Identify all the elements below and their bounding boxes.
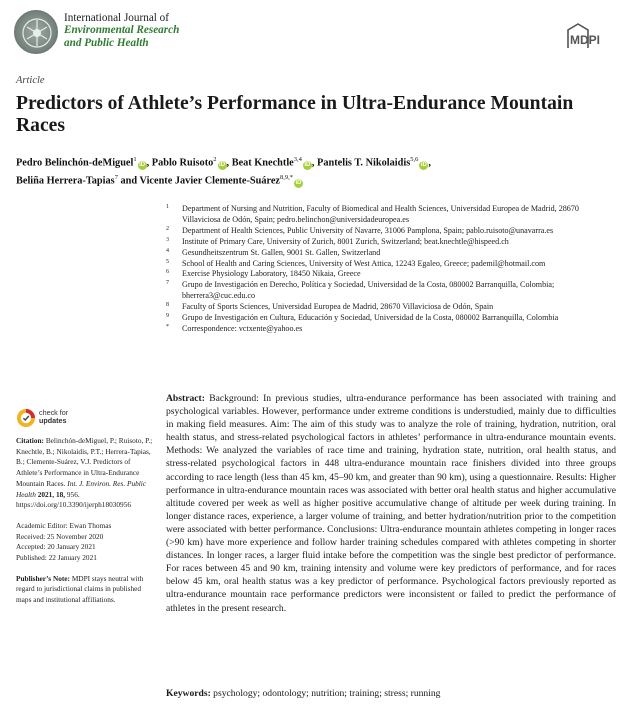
article-title: Predictors of Athlete’s Performance in Ultra-Endurance Mountain Races [16, 93, 574, 136]
affiliation-item [166, 226, 616, 237]
journal-header [14, 10, 614, 60]
check-updates-label [39, 409, 68, 426]
affiliation-text: Grupo de Investigación en Cultura, Educación y Sociedad, Universidad de la Costa, 080002 Barranquilla, Colombia [182, 313, 559, 323]
article-type: Article [16, 75, 45, 86]
author-affiliation-ref: 7 [114, 174, 118, 182]
author-affiliation-ref: 3,4 [293, 156, 302, 163]
affiliation-item [166, 259, 616, 270]
citation-label: Citation: [16, 436, 44, 445]
orcid-icon[interactable]: iD [295, 180, 302, 187]
affiliation-number: 1 [166, 204, 169, 210]
check-for-updates-button[interactable] [16, 408, 76, 428]
author-name[interactable]: Beat Knechtle [231, 157, 294, 169]
author-line-2 [16, 171, 616, 189]
affiliation-text: Grupo de Investigación en Derecho, Política y Sociedad, Universidad de la Costa, 080002 Barranquilla, Colombia; bherrera3@cuc.edu.co [182, 280, 555, 301]
author-separator: and [117, 175, 140, 187]
mdpi-logo [566, 22, 614, 50]
affiliation-item [166, 204, 616, 226]
check-updates-icon [16, 408, 36, 428]
journal-logo-icon [14, 10, 58, 54]
affiliation-text: Department of Nursing and Nutrition, Faculty of Biomedical and Health Sciences, Universidad Europea de Madrid, 28670 Villaviciosa de Odón, Spain; pedro.belinchon@universidadeuropea.es [182, 204, 579, 224]
keywords-label: Keywords: [166, 688, 211, 699]
author-name[interactable]: Pedro Belinchón-deMiguel [16, 157, 134, 169]
author-name[interactable]: Vicente Javier Clemente-Suárez [139, 175, 281, 187]
author-separator: , [311, 157, 318, 169]
affiliation-text: Institute of Primary Care, University of Zurich, 8001 Zurich, Switzerland; beat.knechtle@hispeed.ch [182, 236, 509, 246]
affiliation-text: Correspondence: vctxente@yahoo.es [182, 323, 303, 333]
citation-doi-link[interactable]: 956. https://doi.org/10.3390/ijerph18030956 [16, 489, 131, 510]
keywords [166, 688, 616, 700]
accepted-date: Accepted: 20 January 2021 [16, 542, 96, 552]
affiliation-item [166, 248, 616, 259]
affiliation-text: Gesundheitszentrum St. Gallen, 9001 St. Gallen, Switzerland [182, 247, 381, 257]
abstract-label: Abstract: [166, 393, 205, 404]
affiliation-item [166, 280, 616, 302]
orcid-icon[interactable]: iD [219, 162, 226, 169]
affiliation-number: 9 [166, 313, 169, 320]
received-date: Received: 25 November 2020 [16, 531, 104, 541]
dates-block [16, 521, 156, 564]
author-line-1 [16, 153, 616, 171]
check-updates-line1: check for [39, 408, 69, 417]
affiliation-item [166, 324, 616, 335]
affiliation-number: 8 [166, 302, 169, 309]
author-separator: , [428, 157, 431, 169]
affiliation-number: 6 [166, 269, 169, 276]
author-affiliation-ref: 8,9,* [280, 174, 294, 182]
affiliation-text: Exercise Physiology Laboratory, 18450 Nikaia, Greece [182, 269, 361, 279]
affiliation-number: 3 [166, 236, 169, 243]
author-affiliation-ref: 5,6 [410, 156, 419, 163]
author-name[interactable]: Pantelis T. Nikolaidis [317, 157, 411, 169]
orcid-icon[interactable]: iD [420, 162, 427, 169]
orcid-icon[interactable]: iD [139, 162, 146, 169]
abstract-text: Background: In previous studies, ultra-endurance performance has been associated with training and psychological variables. However, performance under extreme conditions is understudied, mainly due to difficulties in making field measures. Aim: The aim of this study was to analyze the role of training, hydration, nutrition, oral health status, and stress-related psychological factors in athletes’ performance in ultra-endurance mountain events. Methods: We analyzed the variables of race time and training, hydration state, nutrition, oral health status, and stress-related psychological factors in 448 ultra-endurance mountain race finishers divided into three groups according to race length (less than 45 km, 45–90 km, and greater than 90 km), using a questionnaire. Results: Higher performance in ultra-endurance mountain races was associated with better oral health status and higher accumulative altitude covered per week as well as higher positive accumulative change of altitude per week during training. In longer distance races, experience, a larger volume of training, and better hydration/nutrition prior to the competition were associated with better performance. Conclusions: Ultra-endurance mountain athletes competing in longer races (>90 km) have more experience and follow harder training schedules compared with athletes competing in shorter distances. In longer races, a larger fluid intake before the competition was the single best predictor of performance. For races between 45 and 90 km, training intensity and volume were key predictors of performance, and for races below 45 km, oral health status was a key predictor of performance. Psychological factors previously reported as ultra-endurance mountain race performance predictors were inconsistent or failed to predict the performance of athletes in the present research. [166, 393, 616, 614]
author-name[interactable]: Beliña Herrera-Tapias [16, 175, 115, 187]
affiliation-item [166, 237, 616, 248]
affiliation-item [166, 269, 616, 280]
affiliation-text: Department of Health Sciences, Public University of Navarre, 31006 Pamplona, Spain; pablo.ruisoto@unavarra.es [182, 225, 554, 235]
published-date: Published: 22 January 2021 [16, 553, 97, 563]
journal-name-line1: International Journal of [64, 12, 170, 24]
journal-name [64, 12, 179, 49]
author-name[interactable]: Pablo Ruisoto [151, 157, 214, 169]
citation-text: Belinchón-deMiguel, P.; Ruisoto, P.; Knechtle, B.; Nikolaidis, P.T.; Herrera-Tapias, B.; Clemente-Suárez, V.J. Predictors of Athlete’s Performance in Ultra-Endurance Mountain Races. [16, 436, 153, 488]
publisher-note-text: MDPI stays neutral with regard to jurisdictional claims in published maps and institutional affiliations. [16, 573, 144, 605]
citation-block [16, 436, 156, 511]
citation-year: 2021, 18, [37, 489, 66, 499]
affiliation-number: 2 [166, 225, 169, 232]
orcid-icon[interactable]: iD [304, 162, 311, 169]
author-separator: , [226, 157, 232, 169]
academic-editor: Academic Editor: Ewan Thomas [16, 520, 112, 530]
publisher-note-label: Publisher’s Note: [16, 573, 70, 583]
affiliation-text: Faculty of Sports Sciences, Universidad Europea de Madrid, 28670 Villaviciosa de Odón, Spain [182, 302, 494, 312]
author-list [16, 153, 616, 189]
affiliation-item [166, 313, 616, 324]
publisher-name: MDPI [570, 33, 600, 47]
article-sidebar [16, 436, 156, 616]
publisher-note [16, 574, 156, 606]
affiliation-text: School of Health and Caring Sciences, University of West Attica, 12243 Egaleo, Greece; pademil@hotmail.com [182, 258, 546, 268]
affiliation-number: 5 [166, 258, 169, 265]
affiliation-number: 4 [166, 247, 169, 254]
author-separator: , [146, 157, 152, 169]
affiliation-number: * [166, 323, 169, 330]
affiliation-item [166, 302, 616, 313]
abstract [166, 392, 616, 615]
citation-journal: Int. J. Environ. Res. Public Health [16, 478, 147, 499]
journal-name-line3: and Public Health [64, 36, 149, 49]
author-affiliation-ref: 2 [213, 156, 217, 163]
keywords-text: psychology; odontology; nutrition; training; stress; running [213, 688, 441, 699]
affiliation-number: 7 [166, 280, 169, 287]
affiliation-list [166, 204, 616, 335]
check-updates-line2: updates [39, 416, 67, 426]
author-affiliation-ref: 1 [133, 156, 137, 163]
journal-name-line2: Environmental Research [64, 24, 180, 37]
